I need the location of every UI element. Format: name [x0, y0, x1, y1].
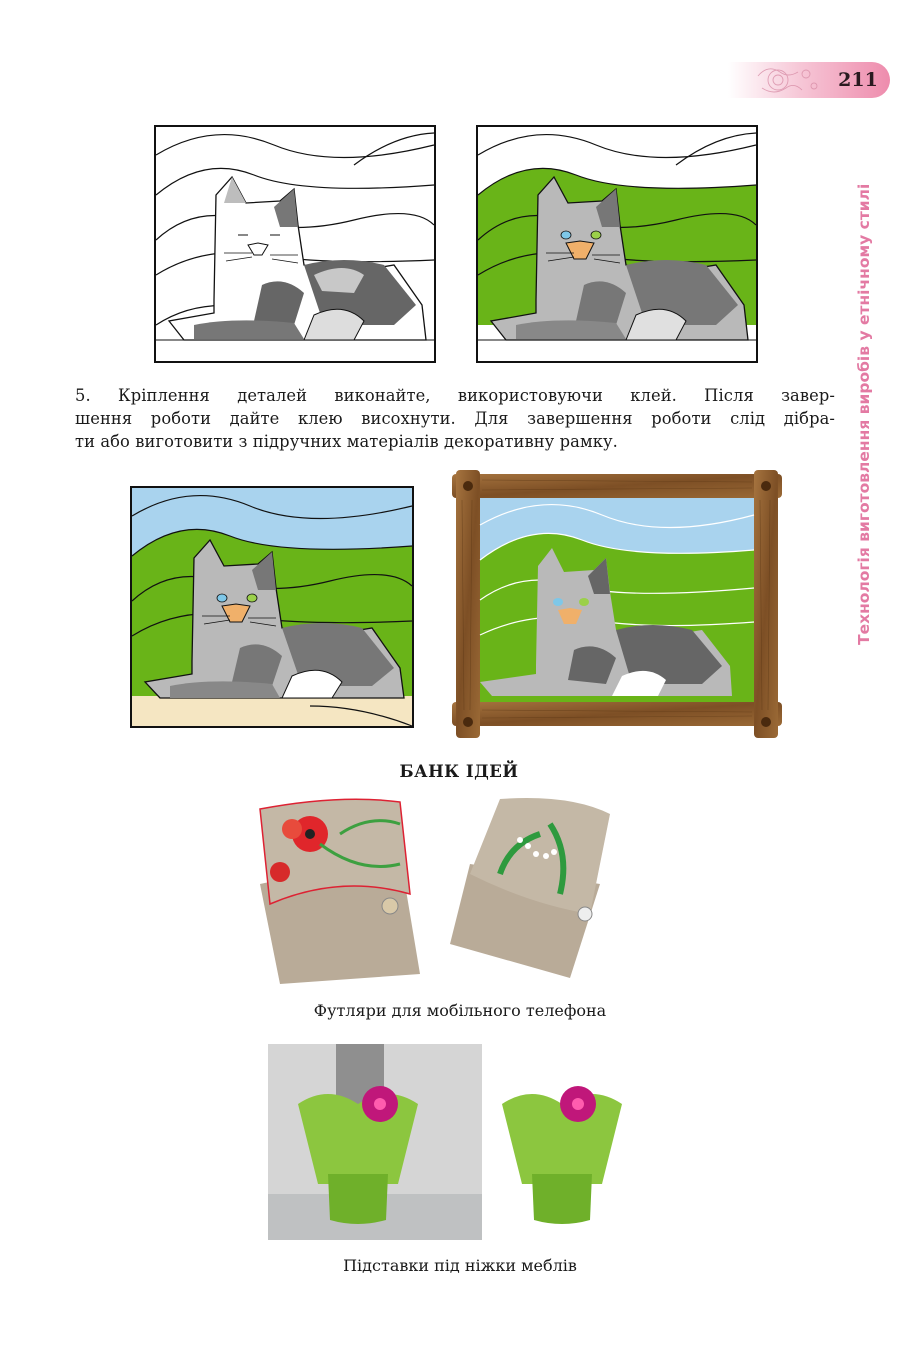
side-chapter-title-text: Технологія виготовлення виробів у етнічному стилі — [855, 183, 873, 645]
page-number: 211 — [838, 69, 878, 91]
cat-outline-pattern-image — [154, 125, 436, 363]
finished-stained-glass-image — [130, 486, 414, 728]
felt-pad-icon — [502, 1086, 622, 1224]
furniture-pads-photo — [268, 1044, 638, 1240]
lily-case-icon — [450, 798, 610, 978]
phone-cases-photo — [250, 794, 660, 986]
step-5-line-2: шення роботи дайте клею висохнути. Для завершення роботи слід дібра- — [75, 409, 835, 428]
poppy-case-icon — [260, 799, 420, 984]
idea-bank-heading: БАНК ІДЕЙ — [399, 762, 519, 781]
furniture-pads-caption: Підставки під ніжки меблів — [343, 1256, 577, 1275]
step-5-line-1: 5. Кріплення деталей виконайте, використовуючи клей. Після завер- — [75, 386, 835, 405]
side-chapter-title — [852, 125, 876, 645]
framed-stained-glass-image — [452, 470, 782, 738]
cat-colored-pattern-image — [476, 125, 758, 363]
step-5-line-3: ти або виготовити з підручних матеріалів декоративну рамку. — [75, 432, 618, 451]
step-5-paragraph — [75, 384, 835, 453]
phone-cases-caption: Футляри для мобільного телефона — [313, 1001, 607, 1020]
